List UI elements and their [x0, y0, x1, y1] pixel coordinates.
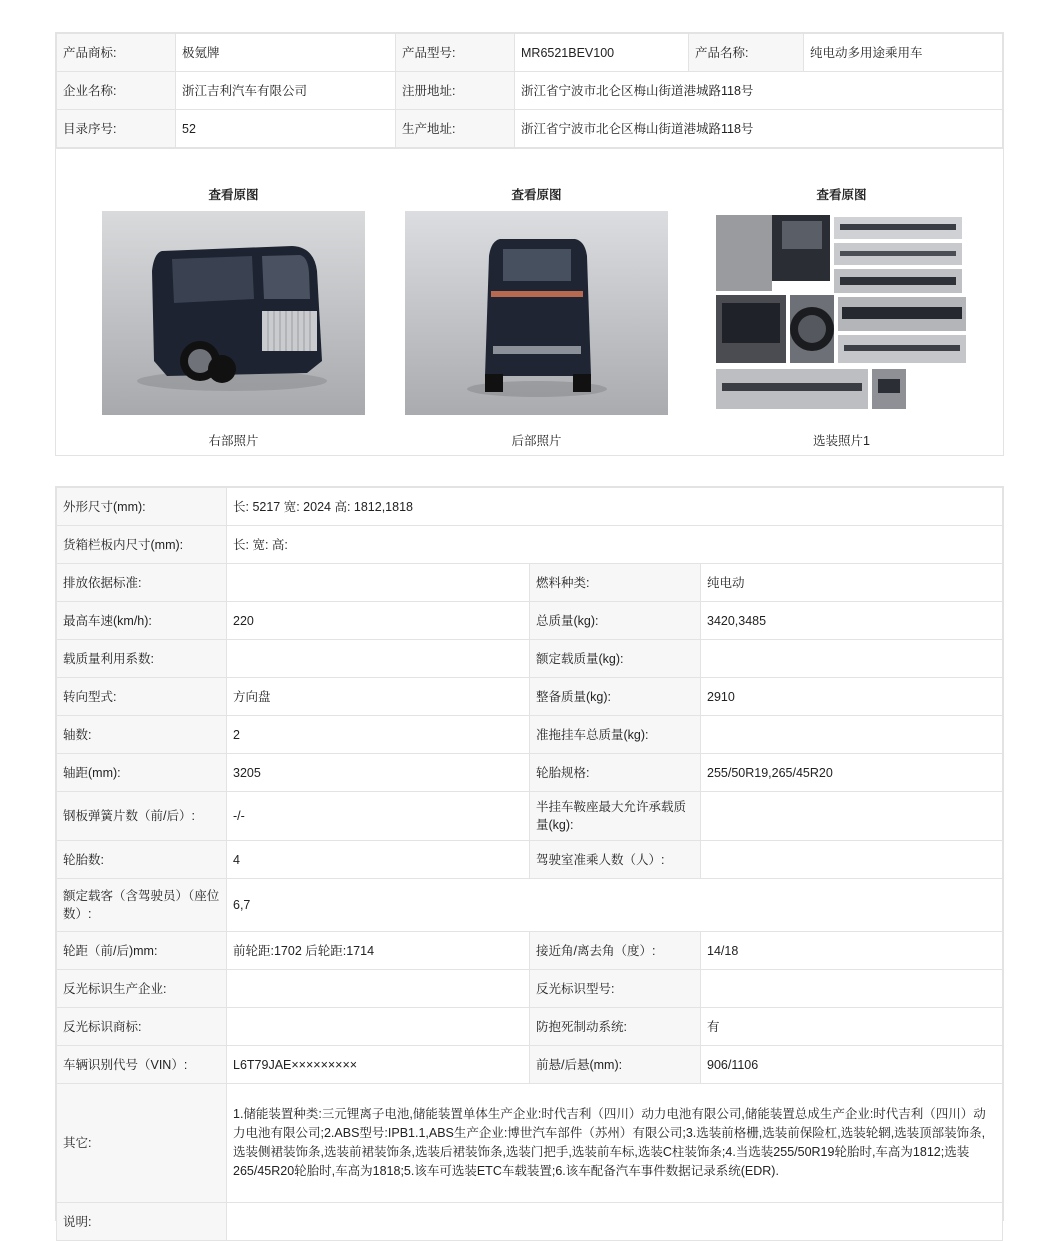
reflect-brand-label: 反光标识商标:: [57, 1008, 227, 1046]
dim-label: 外形尺寸(mm):: [57, 488, 227, 526]
photo-caption: 选装照片1: [813, 434, 870, 448]
total-mass-label: 总质量(kg):: [530, 602, 701, 640]
emission-value: [227, 564, 530, 602]
parts-collage-illustration: [710, 211, 973, 415]
speed-label: 最高车速(km/h):: [57, 602, 227, 640]
reflect-brand-value: [227, 1008, 530, 1046]
curb-label: 整备质量(kg):: [530, 678, 701, 716]
rear-photo-image[interactable]: [405, 211, 668, 415]
fuel-value: 纯电动: [701, 564, 1003, 602]
overhang-value: 906/1106: [701, 1046, 1003, 1084]
wheelbase-value: 3205: [227, 754, 530, 792]
model-value: MR6521BEV100: [515, 34, 689, 72]
van-rear-illustration: [405, 211, 668, 415]
vin-label: 车辆识别代号（VIN）:: [57, 1046, 227, 1084]
trailer-value: [701, 716, 1003, 754]
van-side-illustration: [102, 211, 365, 415]
note-label: 说明:: [57, 1203, 227, 1241]
brand-value: 极氪牌: [176, 34, 396, 72]
overhang-label: 前悬/后悬(mm):: [530, 1046, 701, 1084]
track-label: 轮距（前/后)mm:: [57, 932, 227, 970]
load-util-label: 载质量利用系数:: [57, 640, 227, 678]
catalog-value: 52: [176, 110, 396, 148]
right-photo-image[interactable]: [102, 211, 365, 415]
reflect-maker-value: [227, 970, 530, 1008]
spec-table: [56, 487, 1003, 1241]
catalog-label: 目录序号:: [57, 110, 176, 148]
reg-addr-value: 浙江省宁波市北仑区梅山街道港城路118号: [515, 72, 1003, 110]
saddle-value: [701, 792, 1003, 841]
seats-value: 6,7: [227, 879, 1003, 932]
reg-addr-label: 注册地址:: [396, 72, 515, 110]
spring-value: -/-: [227, 792, 530, 841]
prod-addr-label: 生产地址:: [396, 110, 515, 148]
photo-caption: 后部照片: [511, 434, 562, 448]
rated-load-label: 额定载质量(kg):: [530, 640, 701, 678]
total-mass-value: 3420,3485: [701, 602, 1003, 640]
photo-caption: 右部照片: [208, 434, 259, 448]
rated-load-value: [701, 640, 1003, 678]
reflect-maker-label: 反光标识生产企业:: [57, 970, 227, 1008]
photo-gallery: [56, 148, 1003, 454]
company-label: 企业名称:: [57, 72, 176, 110]
view-original-link[interactable]: 查看原图: [511, 188, 562, 202]
optional-photo-image[interactable]: [710, 211, 973, 415]
abs-label: 防抱死制动系统:: [530, 1008, 701, 1046]
tires-count-value: 4: [227, 841, 530, 879]
trailer-label: 准拖挂车总质量(kg):: [530, 716, 701, 754]
load-util-value: [227, 640, 530, 678]
cargo-value: 长: 宽: 高:: [227, 526, 1003, 564]
reflect-model-label: 反光标识型号:: [530, 970, 701, 1008]
name-value: 纯电动多用途乘用车: [804, 34, 1003, 72]
angle-value: 14/18: [701, 932, 1003, 970]
steering-label: 转向型式:: [57, 678, 227, 716]
model-label: 产品型号:: [396, 34, 515, 72]
spring-label: 钢板弹簧片数（前/后）:: [57, 792, 227, 841]
view-original-link[interactable]: 查看原图: [816, 188, 867, 202]
speed-value: 220: [227, 602, 530, 640]
prod-addr-value: 浙江省宁波市北仑区梅山街道港城路118号: [515, 110, 1003, 148]
tire-value: 255/50R19,265/45R20: [701, 754, 1003, 792]
abs-value: 有: [701, 1008, 1003, 1046]
name-label: 产品名称:: [689, 34, 804, 72]
view-original-link[interactable]: 查看原图: [208, 188, 259, 202]
wheelbase-label: 轴距(mm):: [57, 754, 227, 792]
cab-label: 驾驶室准乘人数（人）:: [530, 841, 701, 879]
other-label: 其它:: [57, 1084, 227, 1203]
spec-card: [55, 486, 1004, 1229]
reflect-model-value: [701, 970, 1003, 1008]
steering-value: 方向盘: [227, 678, 530, 716]
vin-value: L6T79JAE×××××××××: [227, 1046, 530, 1084]
track-value: 前轮距:1702 后轮距:1714: [227, 932, 530, 970]
emission-label: 排放依据标准:: [57, 564, 227, 602]
other-value: 1.储能装置种类:三元锂离子电池,储能装置单体生产企业:时代吉利（四川）动力电池有限公司,储能装置总成生产企业:时代吉利（四川）动力电池有限公司;2.ABS型号:IPB1.1,ABS生产企业:博世汽车部件（苏州）有限公司;3.选装前格栅,选装前保险杠,选装轮辋,选装顶部装饰条,选装侧裙装饰条,选装前裙装饰条,选装后裙装饰条,选装门把手,选装前车标,选装C柱装饰条;4.当选装255/50R19轮胎时,车高为1812;选装265/45R20轮胎时,车高为1818;5.该车可选装ETC车载装置;6.该车配备汽车事件数据记录系统(EDR).: [227, 1084, 1003, 1203]
axles-value: 2: [227, 716, 530, 754]
fuel-label: 燃料种类:: [530, 564, 701, 602]
dim-value: 长: 5217 宽: 2024 高: 1812,1818: [227, 488, 1003, 526]
note-value: [227, 1203, 1003, 1241]
cargo-label: 货箱栏板内尺寸(mm):: [57, 526, 227, 564]
cab-value: [701, 841, 1003, 879]
axles-label: 轴数:: [57, 716, 227, 754]
saddle-label: 半挂车鞍座最大允许承载质量(kg):: [530, 792, 701, 841]
product-header-card: [55, 32, 1004, 456]
tires-count-label: 轮胎数:: [57, 841, 227, 879]
company-value: 浙江吉利汽车有限公司: [176, 72, 396, 110]
brand-label: 产品商标:: [57, 34, 176, 72]
seats-label: 额定载客（含驾驶员）（座位数）:: [57, 879, 227, 932]
curb-value: 2910: [701, 678, 1003, 716]
angle-label: 接近角/离去角（度）:: [530, 932, 701, 970]
product-header-table: [56, 33, 1003, 148]
tire-label: 轮胎规格:: [530, 754, 701, 792]
